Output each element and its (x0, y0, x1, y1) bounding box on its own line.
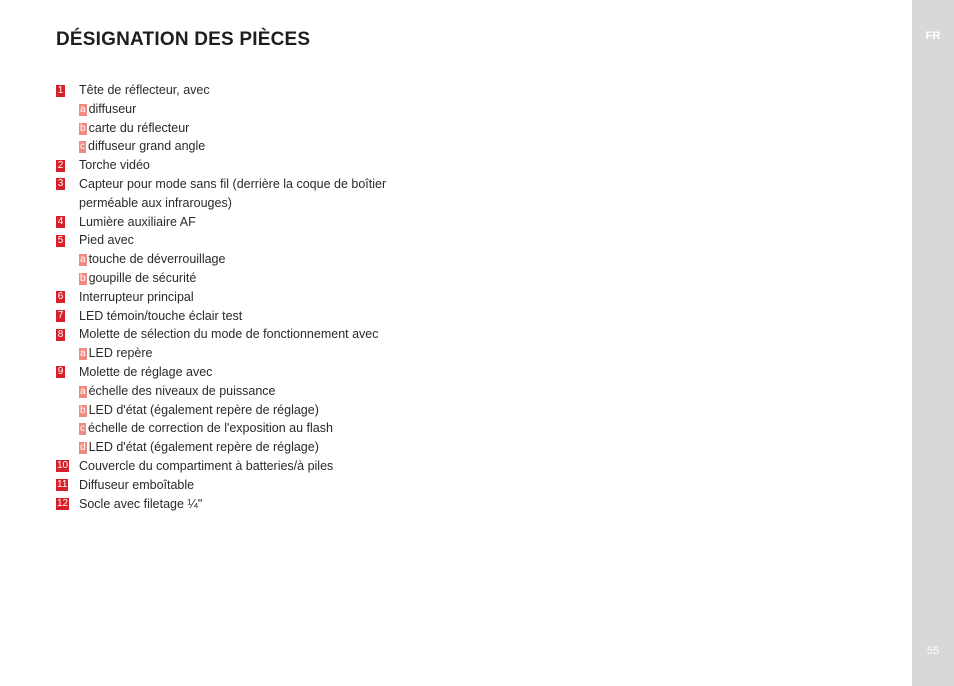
part-number-badge: 2 (57, 159, 64, 171)
part-label: Socle avec filetage ¼" (79, 496, 203, 511)
part-item (56, 288, 476, 307)
part-number-badge: 10 (57, 460, 69, 472)
language-label: FR (925, 30, 941, 42)
sub-part-letter-badge: a (80, 385, 86, 397)
sub-part-item (56, 419, 476, 438)
part-item (56, 307, 476, 326)
part-item (56, 156, 476, 175)
sub-part-letter-badge: a (80, 348, 86, 360)
part-item (56, 363, 476, 382)
part-label: Interrupteur principal (79, 289, 194, 304)
part-number-badge: 5 (57, 234, 64, 246)
page-title: DÉSIGNATION DES PIÈCES (56, 29, 311, 50)
part-item (56, 81, 476, 100)
sub-part-item (56, 100, 476, 119)
sub-part-item (56, 382, 476, 401)
sidebar-tab (912, 0, 954, 686)
sub-part-label: diffuseur grand angle (88, 139, 206, 154)
sub-part-letter-badge: d (80, 442, 86, 454)
part-number-badge: 6 (57, 291, 64, 303)
parts-list (56, 81, 476, 513)
part-number-badge: 3 (57, 178, 64, 190)
sub-part-letter-badge: b (80, 272, 86, 284)
sub-part-letter-badge: c (80, 423, 85, 435)
part-number-badge: 7 (57, 310, 64, 322)
part-label: Couvercle du compartiment à batteries/à piles (79, 458, 334, 473)
part-label: Tête de réflecteur, avec (79, 83, 210, 97)
part-label: Torche vidéo (79, 158, 150, 173)
sub-part-item (56, 269, 476, 288)
part-label: Capteur pour mode sans fil (derrière la coque de boîtier (79, 176, 387, 191)
part-number-badge: 9 (57, 366, 64, 378)
sub-part-letter-badge: b (80, 404, 86, 416)
part-item (56, 213, 476, 232)
sub-part-label: échelle des niveaux de puissance (88, 383, 276, 398)
part-label: Lumière auxiliaire AF (79, 214, 196, 229)
sub-part-label: touche de déverrouillage (88, 252, 226, 267)
part-number-badge: 1 (57, 84, 64, 96)
sub-part-label: diffuseur (88, 101, 137, 116)
part-label: Molette de réglage avec (79, 364, 213, 379)
part-label: LED témoin/touche éclair test (79, 308, 243, 323)
sub-part-label: goupille de sécurité (88, 270, 197, 285)
sub-part-letter-badge: a (80, 103, 86, 115)
sub-part-item (56, 137, 476, 156)
sub-part-label: LED d'état (également repère de réglage) (88, 402, 319, 417)
sub-part-letter-badge: a (80, 254, 86, 266)
sub-part-item (56, 344, 476, 363)
part-item (56, 457, 476, 476)
sub-part-letter-badge: b (80, 122, 86, 134)
sub-part-item (56, 438, 476, 457)
part-label-continuation: perméable aux infrarouges) (79, 195, 232, 210)
sub-part-item (56, 401, 476, 420)
part-number-badge: 11 (57, 479, 68, 491)
sub-part-letter-badge: c (80, 141, 85, 153)
part-label: Diffuseur emboîtable (79, 477, 195, 492)
sub-part-item (56, 119, 476, 138)
part-number-badge: 8 (57, 328, 64, 340)
part-item (56, 231, 476, 250)
part-item (56, 175, 476, 213)
part-number-badge: 12 (57, 498, 69, 510)
sub-part-label: échelle de correction de l'exposition au flash (88, 421, 333, 436)
part-item (56, 495, 476, 514)
sub-part-label: carte du réflecteur (88, 120, 190, 135)
page-number: 55 (926, 645, 940, 657)
part-label: Molette de sélection du mode de fonctionnement avec (79, 327, 379, 342)
part-item (56, 325, 476, 344)
part-number-badge: 4 (57, 216, 64, 228)
part-item (56, 476, 476, 495)
sub-part-label: LED d'état (également repère de réglage) (88, 440, 319, 455)
sub-part-item (56, 250, 476, 269)
sub-part-label: LED repère (88, 346, 153, 361)
part-label: Pied avec (79, 233, 134, 248)
